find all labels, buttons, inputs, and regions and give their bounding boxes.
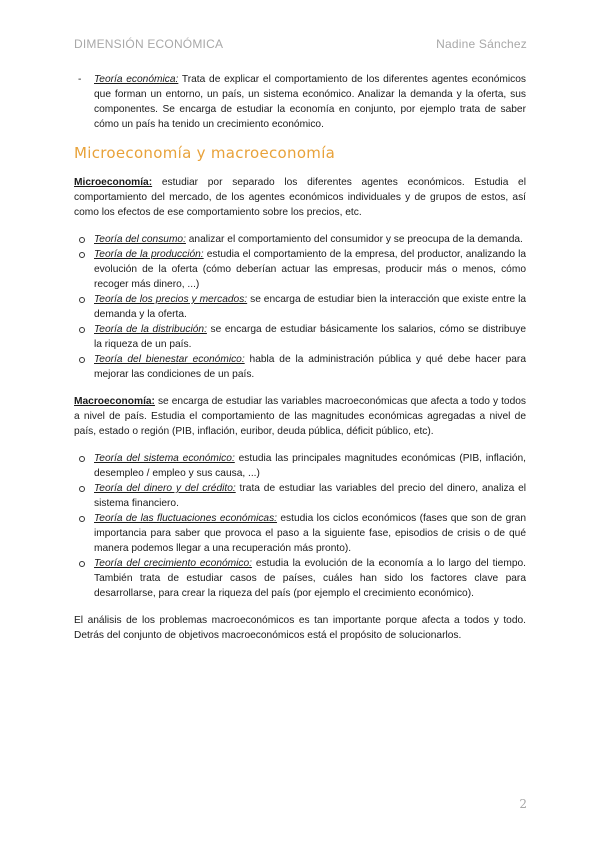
list-item-term: Teoría de la producción: <box>94 249 204 260</box>
list-item-term: Teoría de la distribución: <box>94 324 207 335</box>
intro-item <box>74 72 526 132</box>
list-item-term: Teoría de los precios y mercados: <box>94 294 248 305</box>
micro-label: Microeconomía: <box>74 177 153 188</box>
section-title: Microeconomía y macroeconomía <box>74 144 336 162</box>
macro-text: se encarga de estudiar las variables macroeconómicas que afecta a todo y todos a nivel de país. Estudia el comportamiento de las magnitudes económicas agregadas a nivel de país, estado o región (PIB, inflación, euribor, deuda pública, déficit público, etc). <box>74 396 526 437</box>
closing-paragraph: El análisis de los problemas macroeconómicos es tan importante porque afecta a todos y todo. Detrás del conjunto de objetivos macroeconómicos está el propósito de solucionarlos. <box>74 615 526 641</box>
list-item-term: Teoría del crecimiento económico: <box>94 558 252 569</box>
circle-bullet-icon <box>79 357 85 363</box>
micro-list <box>74 232 526 382</box>
list-item <box>74 511 526 556</box>
list-item-text: se encarga de estudiar bien la interacción que existe entre la demanda y la oferta. <box>94 294 527 320</box>
dash-bullet: - <box>78 74 82 85</box>
list-item-text: habla de la administración pública y qué debe hacer para mejorar las condiciones de un país. <box>94 354 526 380</box>
circle-bullet-icon <box>79 237 85 243</box>
list-item-text: estudia los ciclos económicos (fases que son de gran importancia para saber que provoca el paso a la siguiente fase, episodios de crisis o de qué manera podemos llegar a una recuperación más pronto). <box>94 513 526 554</box>
list-item <box>74 352 526 382</box>
intro-text: Trata de explicar el comportamiento de los diferentes agentes económicos que forman un entorno, un país, un sistema económico. Analizar la demanda y la oferta, sus componentes. Se encarga de estudiar la economía en conjunto, por ejemplo trata de saber cómo un país ha tenido un crecimiento económico. <box>94 74 526 130</box>
list-item <box>74 481 526 511</box>
list-item-term: Teoría de las fluctuaciones económicas: <box>94 513 278 524</box>
macro-paragraph <box>74 394 526 439</box>
list-item-term: Teoría del consumo: <box>94 234 186 245</box>
circle-bullet-icon <box>79 252 85 258</box>
micro-text: estudiar por separado los diferentes agentes económicos. Estudia el comportamiento del mercado, de los agentes económicos individuales y de grupos de estos, así como los efectos de ese comportamiento sobre los precios, etc. <box>74 177 526 218</box>
circle-bullet-icon <box>79 486 85 492</box>
circle-bullet-icon <box>79 456 85 462</box>
macro-label: Macroeconomía: <box>74 396 155 407</box>
list-item <box>74 247 526 292</box>
list-item <box>74 556 526 601</box>
circle-bullet-icon <box>79 297 85 303</box>
list-item <box>74 322 526 352</box>
circle-bullet-icon <box>79 327 85 333</box>
header-author: Nadine Sánchez <box>436 37 527 51</box>
list-item-term: Teoría del dinero y del crédito: <box>94 483 236 494</box>
intro-term: Teoría económica: <box>94 74 179 85</box>
header-document-title: DIMENSIÓN ECONÓMICA <box>74 37 224 51</box>
list-item-text: trata de estudiar las variables del precio del dinero, analiza el sistema financiero. <box>94 483 527 509</box>
list-item-term: Teoría del sistema económico: <box>94 453 235 464</box>
list-item-text: estudia las principales magnitudes económicas (PIB, inflación, desempleo / empleo y sus causa, ...) <box>94 453 527 479</box>
list-item-text: estudia el comportamiento de la empresa, del productor, analizando la evolución de la oferta (cómo deberían actuar las empresas, producir más o menos, cómo recoger más dinero, ...) <box>94 249 527 290</box>
circle-bullet-icon <box>79 516 85 522</box>
list-item-text: estudia la evolución de la economía a lo largo del tiempo. También trata de estudiar casos de países, cuáles han sido los factores clave para desarrollarse, para crear la riqueza del país (por ejemplo el crecimiento económico). <box>94 558 526 599</box>
list-item-text: se encarga de estudiar básicamente los salarios, cómo se distribuye la riqueza de un país. <box>94 324 526 350</box>
page-number: 2 <box>519 797 527 811</box>
micro-paragraph <box>74 175 526 220</box>
circle-bullet-icon <box>79 561 85 567</box>
macro-list <box>74 451 526 601</box>
document-body <box>74 72 526 655</box>
list-item <box>74 451 526 481</box>
list-item-text: analizar el comportamiento del consumidor y se preocupa de la demanda. <box>185 234 523 245</box>
list-item <box>74 292 526 322</box>
list-item-term: Teoría del bienestar económico: <box>94 354 245 365</box>
list-item <box>74 232 526 247</box>
